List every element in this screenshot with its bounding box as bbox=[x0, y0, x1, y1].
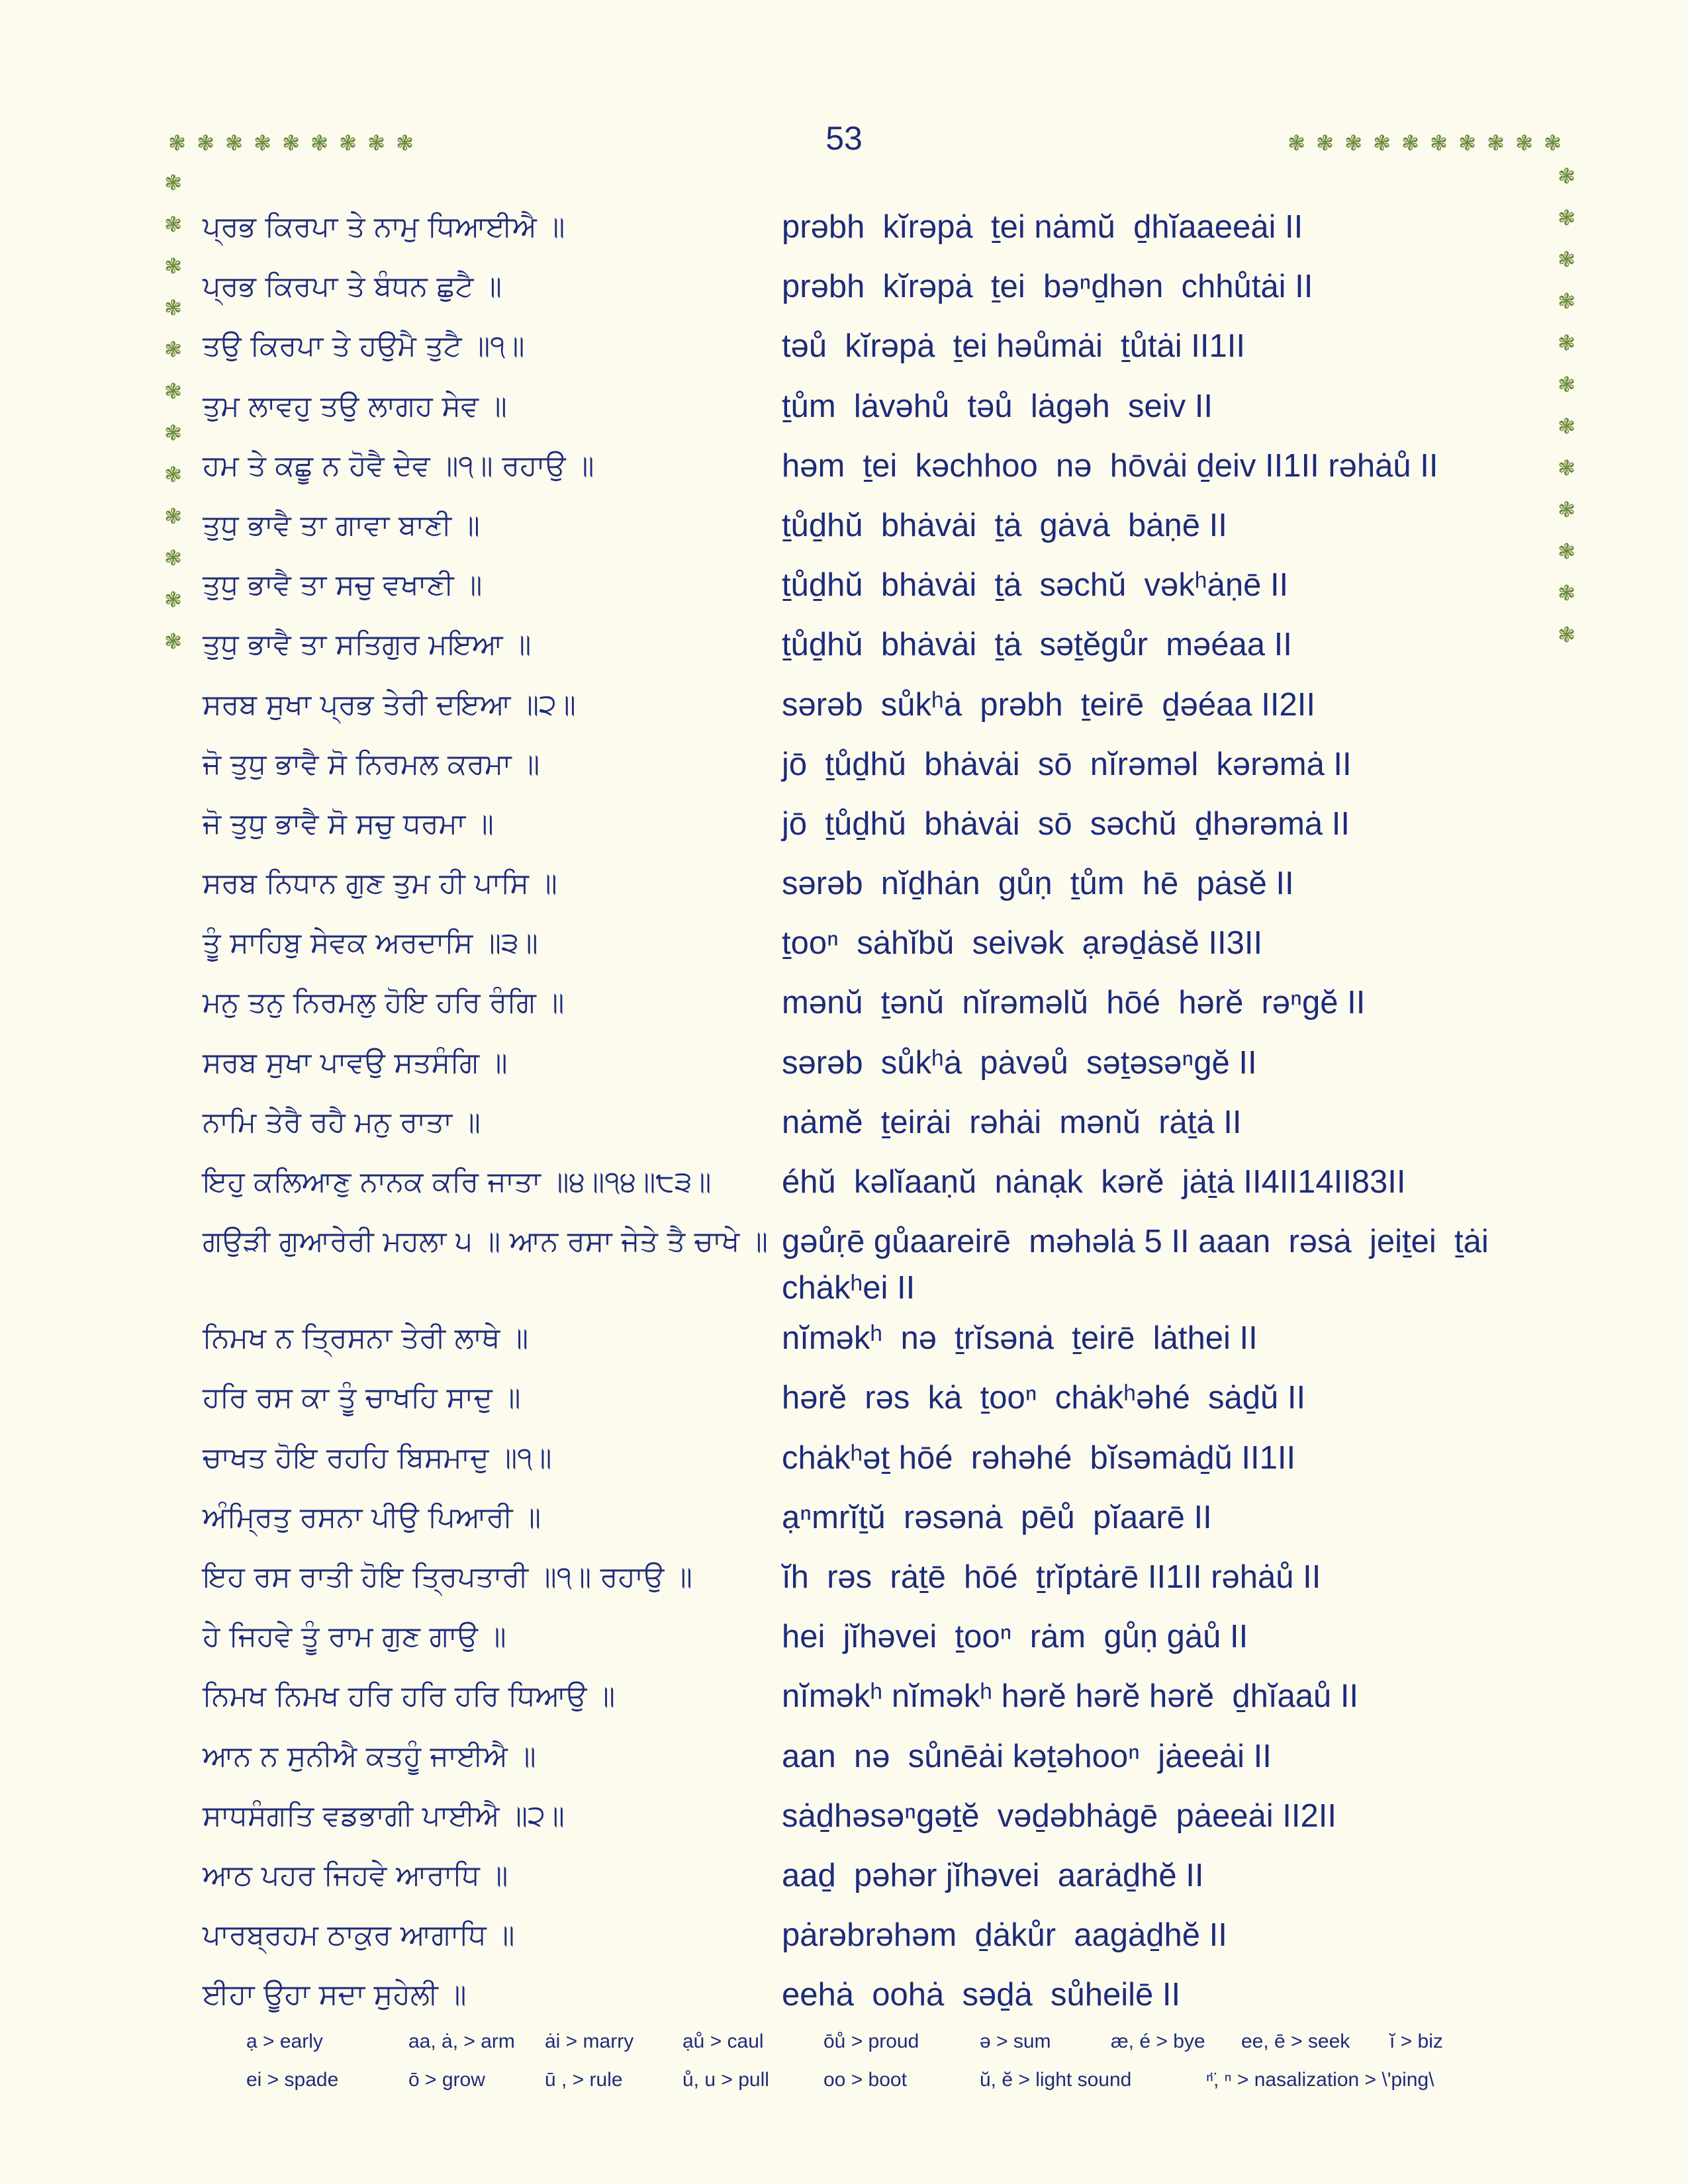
flower-ornament-icon: ❃ bbox=[197, 130, 214, 156]
flower-ornament-icon: ❃ bbox=[1558, 497, 1575, 522]
legend-item: æ, é > bye bbox=[1111, 2030, 1205, 2052]
flower-ornament-icon: ❃ bbox=[164, 504, 182, 529]
flower-ornament-icon: ❃ bbox=[1316, 130, 1334, 156]
flower-ornament-icon: ❃ bbox=[168, 130, 186, 156]
transliteration-text: ĭh rəs rȧṯē hōé ṯrĭptȧrē II1II rəhȧů II bbox=[782, 1559, 1321, 1595]
flower-ornament-icon: ❃ bbox=[164, 420, 182, 445]
verse-row bbox=[203, 1311, 1560, 1371]
transliteration-text: prəbh kĭrəpȧ ṯei bəⁿḏhən chhůtȧi II bbox=[782, 269, 1313, 305]
gurmukhi-text: ਤੂੰ ਸਾਹਿਬੁ ਸੇਵਕ ਅਰਦਾਸਿ ॥੩॥ bbox=[203, 927, 538, 960]
flower-ornament-icon: ❃ bbox=[225, 130, 243, 156]
transliteration-text: mənŭ ṯənŭ nĭrəməlŭ hōé hərĕ rəⁿgĕ II bbox=[782, 985, 1366, 1021]
gurmukhi-text: ਮਨੁ ਤਨੁ ਨਿਰਮਲੁ ਹੋਇ ਹਰਿ ਰੰਗਿ ॥ bbox=[203, 986, 565, 1020]
gurmukhi-text: ਅੰਮ੍ਰਿਤੁ ਰਸਨਾ ਪੀਉ ਪਿਆਰੀ ॥ bbox=[203, 1500, 541, 1534]
legend-item: ei > spade bbox=[246, 2069, 339, 2091]
flower-ornament-icon: ❃ bbox=[1344, 130, 1362, 156]
flower-ornament-icon: ❃ bbox=[1558, 205, 1575, 230]
verse-row bbox=[203, 558, 1560, 617]
gurmukhi-text: ਤਉ ਕਿਰਪਾ ਤੇ ਹਉਮੈ ਤੁਟੈ ॥੧॥ bbox=[203, 330, 525, 363]
verse-row bbox=[203, 1669, 1560, 1729]
transliteration-text: éhŭ kəlĭaaṇŭ nȧnạk kərĕ jȧṯȧ II4II14II83II bbox=[782, 1164, 1406, 1200]
legend-item: ō > grow bbox=[408, 2069, 485, 2091]
transliteration-text: ạⁿmrĭṯŭ rəsənȧ pēů pĭaarē II bbox=[782, 1499, 1212, 1535]
transliteration-text: pȧrəbrəhəm ḏȧkůr aagȧḏhĕ II bbox=[782, 1917, 1227, 1954]
transliteration-text: ṯům lȧvəhů təů lȧgəh seiv II bbox=[782, 388, 1213, 424]
gurmukhi-text: ਪ੍ਰਭ ਕਿਰਪਾ ਤੇ ਬੰਧਨ ਛੁਟੈ ॥ bbox=[203, 270, 502, 304]
transliteration-text: təů kĭrəpȧ ṯei həůmȧi ṯůtȧi II1II bbox=[782, 328, 1245, 365]
gurmukhi-text: ਨਿਮਖ ਨ ਤ੍ਰਿਸਨਾ ਤੇਰੀ ਲਾਥੇ ॥ bbox=[203, 1322, 529, 1355]
gurmukhi-text: ਸਾਧਸੰਗਤਿ ਵਡਭਾਗੀ ਪਾਈਐ ॥੨॥ bbox=[203, 1799, 565, 1833]
gurmukhi-text: ਇਹ ਰਸ ਰਾਤੀ ਹੋਇ ਤ੍ਰਿਪਤਾਰੀ ॥੧॥ ਰਹਾਉ ॥ bbox=[203, 1560, 692, 1594]
transliteration-text: hərĕ rəs kȧ ṯooⁿ chȧkʰəhé sȧḏŭ II bbox=[782, 1380, 1306, 1416]
flower-ornament-icon: ❃ bbox=[164, 253, 182, 279]
verse-row bbox=[203, 916, 1560, 976]
flower-ornament-icon: ❃ bbox=[1544, 130, 1562, 156]
ornament-border-top-right bbox=[1282, 129, 1567, 158]
legend-item: ȧi > marry bbox=[545, 2030, 634, 2052]
flower-ornament-icon: ❃ bbox=[1373, 130, 1391, 156]
gurmukhi-text: ਹਰਿ ਰਸ ਕਾ ਤੂੰ ਚਾਖਹਿ ਸਾਦੁ ॥ bbox=[203, 1381, 521, 1415]
transliteration-text: ṯůḏhŭ bhȧvȧi ṯȧ səṯĕgůr məéaa II bbox=[782, 627, 1292, 663]
verse-row bbox=[203, 379, 1560, 439]
transliteration-text: nȧmĕ ṯeirȧi rəhȧi mənŭ rȧṯȧ II bbox=[782, 1104, 1242, 1140]
legend-item: ů, u > pull bbox=[682, 2069, 769, 2091]
flower-ornament-icon: ❃ bbox=[1558, 330, 1575, 355]
verse-row bbox=[203, 617, 1560, 677]
verse-row bbox=[203, 1610, 1560, 1669]
flower-ornament-icon: ❃ bbox=[310, 130, 328, 156]
legend-item: ⁿ̈, ⁿ > nasalization > \'ping\ bbox=[1206, 2069, 1434, 2091]
verse-row bbox=[203, 1550, 1560, 1610]
flower-ornament-icon: ❃ bbox=[339, 130, 357, 156]
flower-ornament-icon: ❃ bbox=[1288, 130, 1305, 156]
verse-row bbox=[203, 1729, 1560, 1789]
flower-ornament-icon: ❃ bbox=[164, 170, 182, 195]
flower-ornament-icon: ❃ bbox=[1515, 130, 1533, 156]
legend-item: ee, ē > seek bbox=[1241, 2030, 1350, 2052]
gurmukhi-text: ਤੁਧੁ ਭਾਵੈ ਤਾ ਸਤਿਗੁਰ ਮਇਆ ॥ bbox=[203, 628, 532, 662]
gurmukhi-text: ਨਿਮਖ ਨਿਮਖ ਹਰਿ ਹਰਿ ਹਰਿ ਧਿਆਉ ॥ bbox=[203, 1680, 616, 1713]
flower-ornament-icon: ❃ bbox=[1401, 130, 1419, 156]
flower-ornament-icon: ❃ bbox=[164, 212, 182, 237]
gurmukhi-text: ਈਹਾ ਊਹਾ ਸਦਾ ਸੁਹੇਲੀ ॥ bbox=[203, 1978, 467, 2012]
gurmukhi-text: ਗਉੜੀ ਗੁਆਰੇਰੀ ਮਹਲਾ ੫ ॥ ਆਨ ਰਸਾ ਜੇਤੇ ਤੈ ਚਾਖੇ ॥ bbox=[203, 1225, 768, 1259]
verse-row bbox=[203, 200, 1560, 259]
gurmukhi-text: ਤੁਮ ਲਾਵਹੁ ਤਉ ਲਾਗਹ ਸੇਵ ॥ bbox=[203, 389, 507, 423]
transliteration-text: prəbh kĭrəpȧ ṯei nȧmŭ ḏhĭaaeeȧi II bbox=[782, 209, 1303, 245]
legend-item: aa, ȧ, > arm bbox=[408, 2030, 515, 2052]
gurmukhi-text: ਆਠ ਪਹਰ ਜਿਹਵੇ ਆਰਾਧਿ ॥ bbox=[203, 1858, 508, 1892]
transliteration-text: gəůṛē gůaareirē məhəlȧ 5 II aaan rəsȧ jeiṯei ṯȧi chȧkʰei II bbox=[782, 1224, 1498, 1306]
transliteration-text: aaḏ pəhər jĭhəvei aarȧḏhĕ II bbox=[782, 1857, 1204, 1893]
gurmukhi-text: ਤੁਧੁ ਭਾਵੈ ਤਾ ਸਚੁ ਵਖਾਣੀ ॥ bbox=[203, 569, 483, 602]
transliteration-text: sȧḏhəsəⁿgəṯĕ vəḏəbhȧgē pȧeeȧi II2II bbox=[782, 1797, 1336, 1834]
verse-row bbox=[203, 1214, 1560, 1311]
legend-item: oo > boot bbox=[823, 2069, 907, 2091]
transliteration-text: eehȧ oohȧ səḏȧ sůheilē II bbox=[782, 1977, 1181, 2013]
verse-row bbox=[203, 319, 1560, 379]
flower-ornament-icon: ❃ bbox=[164, 337, 182, 362]
gurmukhi-text: ਸਰਬ ਸੁਖਾ ਪ੍ਰਭ ਤੇਰੀ ਦਇਆ ॥੨॥ bbox=[203, 688, 576, 721]
verse-row bbox=[203, 797, 1560, 856]
flower-ornament-icon: ❃ bbox=[1558, 455, 1575, 480]
legend-item: ĭ > biz bbox=[1389, 2030, 1443, 2052]
flower-ornament-icon: ❃ bbox=[1558, 539, 1575, 564]
flower-ornament-icon: ❃ bbox=[282, 130, 300, 156]
flower-ornament-icon: ❃ bbox=[164, 545, 182, 570]
ornament-border-top-left bbox=[163, 129, 419, 158]
verse-row bbox=[203, 259, 1560, 319]
gurmukhi-text: ਚਾਖਤ ਹੋਇ ਰਹਹਿ ਬਿਸਮਾਦੁ ॥੧॥ bbox=[203, 1441, 552, 1475]
legend-item: ə > sum bbox=[980, 2030, 1051, 2052]
verse-row bbox=[203, 1155, 1560, 1214]
flower-ornament-icon: ❃ bbox=[1458, 130, 1476, 156]
flower-ornament-icon: ❃ bbox=[254, 130, 271, 156]
verse-table bbox=[203, 200, 1560, 2027]
flower-ornament-icon: ❃ bbox=[396, 130, 414, 156]
gurmukhi-text: ਜੋ ਤੁਧੁ ਭਾਵੈ ਸੋ ਨਿਰਮਲ ਕਰਮਾ ॥ bbox=[203, 747, 540, 781]
flower-ornament-icon: ❃ bbox=[164, 462, 182, 487]
transliteration-text: chȧkʰəṯ hōé rəhəhé bĭsəmȧḏŭ II1II bbox=[782, 1439, 1296, 1476]
verse-row bbox=[203, 1095, 1560, 1155]
transliteration-text: ṯooⁿ sȧhĭbŭ seivək ạrəḏȧsĕ II3II bbox=[782, 925, 1263, 962]
verse-row bbox=[203, 1490, 1560, 1550]
flower-ornament-icon: ❃ bbox=[1558, 163, 1575, 189]
gurmukhi-text: ਪਾਰਬ੍ਰਹਮ ਠਾਕੁਰ ਆਗਾਧਿ ॥ bbox=[203, 1919, 515, 1952]
verse-row bbox=[203, 737, 1560, 797]
page-number: 53 bbox=[825, 120, 863, 157]
gurmukhi-text: ਇਹੁ ਕਲਿਆਣੁ ਨਾਨਕ ਕਰਿ ਜਾਤਾ ॥੪॥੧੪॥੮੩॥ bbox=[203, 1165, 712, 1199]
verse-row bbox=[203, 1789, 1560, 1848]
transliteration-text: nĭməkʰ nĭməkʰ hərĕ hərĕ hərĕ ḏhĭaaů II bbox=[782, 1678, 1359, 1715]
verse-row bbox=[203, 1848, 1560, 1908]
gurmukhi-text: ਨਾਮਿ ਤੇਰੈ ਰਹੈ ਮਨੁ ਰਾਤਾ ॥ bbox=[203, 1105, 481, 1139]
legend-item: ạ > early bbox=[246, 2030, 323, 2052]
flower-ornament-icon: ❃ bbox=[164, 629, 182, 654]
legend-item: ŭ, ĕ > light sound bbox=[980, 2069, 1132, 2091]
gurmukhi-text: ਹਮ ਤੇ ਕਛੂ ਨ ਹੋਵੈ ਦੇਵ ॥੧॥ ਰਹਾਉ ॥ bbox=[203, 449, 594, 482]
transliteration-text: aan nə sůnēȧi kəṯəhooⁿ jȧeeȧi II bbox=[782, 1738, 1272, 1774]
gurmukhi-text: ਪ੍ਰਭ ਕਿਰਪਾ ਤੇ ਨਾਮੁ ਧਿਆਈਐ ॥ bbox=[203, 210, 565, 244]
flower-ornament-icon: ❃ bbox=[1558, 372, 1575, 397]
transliteration-text: ṯůḏhŭ bhȧvȧi ṯȧ gȧvȧ bȧṇē II bbox=[782, 507, 1227, 543]
transliteration-text: sərəb nĭḏhȧn gůṇ ṯům hē pȧsĕ II bbox=[782, 866, 1294, 902]
transliteration-text: ṯůḏhŭ bhȧvȧi ṯȧ səchŭ vəkʰȧṇē II bbox=[782, 567, 1289, 604]
flower-ornament-icon: ❃ bbox=[164, 295, 182, 320]
gurmukhi-text: ਤੁਧੁ ਭਾਵੈ ਤਾ ਗਾਵਾ ਬਾਣੀ ॥ bbox=[203, 508, 480, 542]
verse-row bbox=[203, 1431, 1560, 1490]
transliteration-text: hei jĭhəvei ṯooⁿ rȧm gůṇ gȧů II bbox=[782, 1619, 1248, 1655]
flower-ornament-icon: ❃ bbox=[1558, 247, 1575, 272]
flower-ornament-icon: ❃ bbox=[164, 587, 182, 612]
verse-row bbox=[203, 1908, 1560, 1968]
legend-row bbox=[246, 2030, 1471, 2069]
ornament-border-left bbox=[159, 162, 187, 662]
gurmukhi-text: ਹੇ ਜਿਹਵੇ ਤੂੰ ਰਾਮ ਗੁਣ ਗਾਉ ॥ bbox=[203, 1620, 506, 1654]
verse-row bbox=[203, 1036, 1560, 1095]
verse-row bbox=[203, 1371, 1560, 1430]
gurmukhi-text: ਸਰਬ ਸੁਖਾ ਪਾਵਉ ਸਤਸੰਗਿ ॥ bbox=[203, 1046, 508, 1079]
transliteration-text: jō ṯůḏhŭ bhȧvȧi sō səchŭ ḏhərəmȧ II bbox=[782, 805, 1350, 842]
verse-row bbox=[203, 1968, 1560, 2027]
flower-ornament-icon: ❃ bbox=[1558, 414, 1575, 439]
gurmukhi-text: ਆਨ ਨ ਸੁਨੀਐ ਕਤਹੂੰ ਜਾਈਐ ॥ bbox=[203, 1739, 536, 1773]
flower-ornament-icon: ❃ bbox=[1558, 622, 1575, 647]
transliteration-text: həm ṯei kəchhoo nə hōvȧi ḏeiv II1II rəhȧů II bbox=[782, 447, 1438, 484]
legend-item: ạů > caul bbox=[682, 2030, 764, 2052]
legend-item: ū , > rule bbox=[545, 2069, 623, 2091]
verse-row bbox=[203, 678, 1560, 737]
transliteration-text: nĭməkʰ nə ṯrĭsənȧ ṯeirē lȧthei II bbox=[782, 1320, 1258, 1357]
gurmukhi-text: ਸਰਬ ਨਿਧਾਨ ਗੁਣ ਤੁਮ ਹੀ ਪਾਸਿ ॥ bbox=[203, 867, 557, 901]
flower-ornament-icon: ❃ bbox=[1558, 580, 1575, 606]
flower-ornament-icon: ❃ bbox=[1558, 289, 1575, 314]
flower-ornament-icon: ❃ bbox=[1487, 130, 1505, 156]
pronunciation-legend bbox=[246, 2030, 1471, 2107]
flower-ornament-icon: ❃ bbox=[367, 130, 385, 156]
verse-row bbox=[203, 439, 1560, 498]
transliteration-text: sərəb sůkʰȧ prəbh ṯeirē ḏəéaa II2II bbox=[782, 686, 1315, 723]
flower-ornament-icon: ❃ bbox=[164, 379, 182, 404]
transliteration-text: jō ṯůḏhŭ bhȧvȧi sō nĭrəməl kərəmȧ II bbox=[782, 746, 1352, 782]
transliteration-text: sərəb sůkʰȧ pȧvəů səṯəsəⁿgĕ II bbox=[782, 1044, 1257, 1081]
gurmukhi-text: ਜੋ ਤੁਧੁ ਭਾਵੈ ਸੋ ਸਚੁ ਧਰਮਾ ॥ bbox=[203, 807, 494, 841]
verse-row bbox=[203, 976, 1560, 1035]
flower-ornament-icon: ❃ bbox=[1430, 130, 1448, 156]
legend-item: ōů > proud bbox=[823, 2030, 919, 2052]
verse-row bbox=[203, 856, 1560, 916]
legend-row bbox=[246, 2069, 1471, 2107]
verse-row bbox=[203, 498, 1560, 558]
